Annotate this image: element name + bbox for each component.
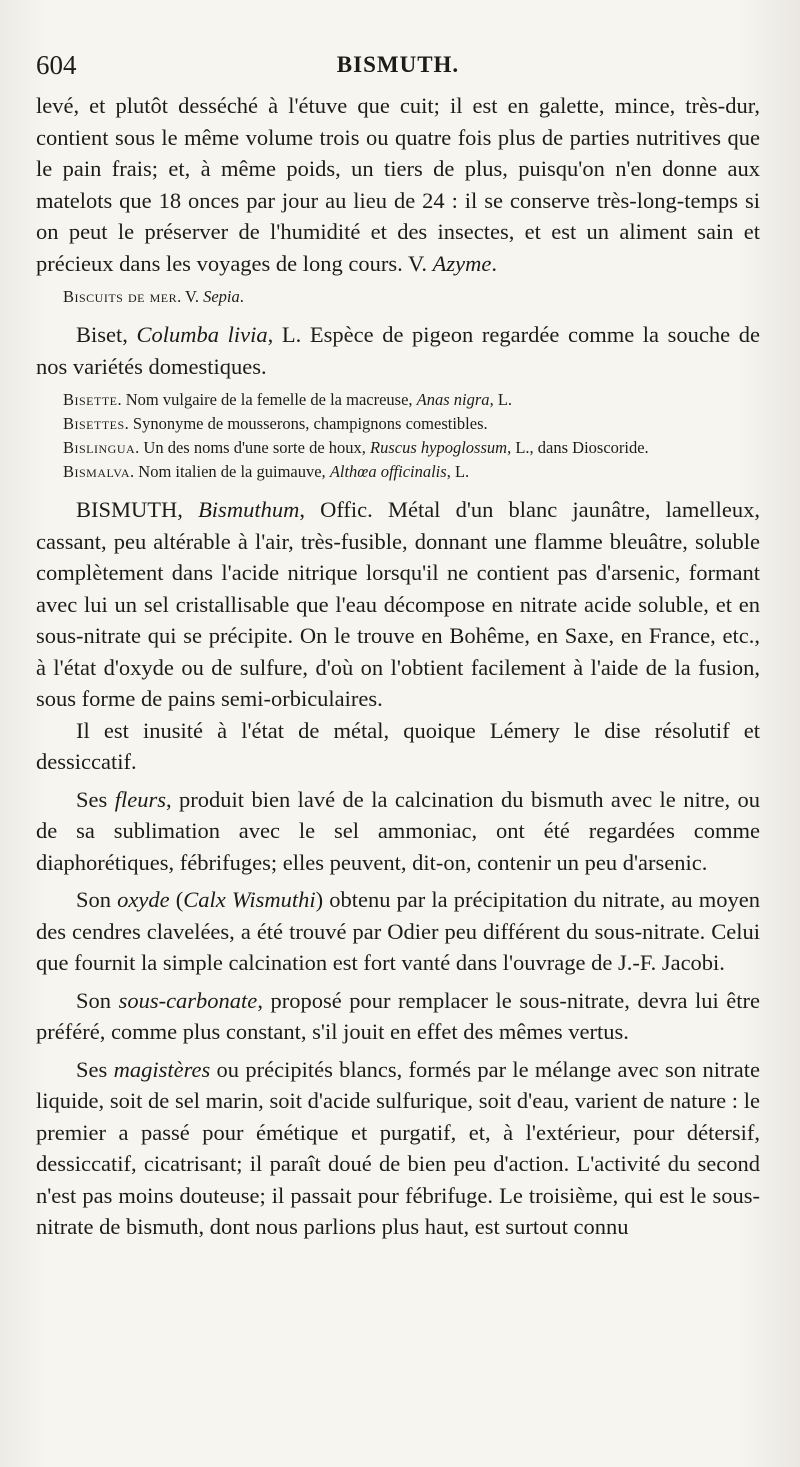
entry-term: BISMUTH	[76, 497, 178, 522]
page-number: 604	[36, 50, 77, 80]
bismuth-paragraph-2: Il est inusité à l'état de métal, quoique Lémery le dise résolutif et dessiccatif.	[36, 717, 760, 774]
bismuth-paragraph-sous-carbonate: Son sous-carbonate, proposé pour remplacer le sous-nitrate, devra lui être préféré, comme plus constant, s'il jouit en effet des mêmes vertus.	[36, 987, 760, 1044]
continuation-italic: Azyme	[432, 250, 492, 276]
continuation-paragraph: levé, et plutôt desséché à l'étuve que cuit; il est en galette, mince, très-dur, contient sous le même volume trois ou quatre fois plus de parties nutritives que le pain frais; et, à même poids, un tiers de plus, puisqu'on n'en donne aux matelots que 18 onces par jour au lieu de 24 : il se conserve très-long-temps si on peut le préserver de l'humidité et des insectes, et est un aliment sain et précieux dans les voyages de long cours. V. Azyme.	[36, 93, 760, 276]
entry-biscuits-de-mer: Biscuits de mer. V. Sepia.	[63, 287, 244, 306]
bismuth-paragraph-magisteres: Ses magistères ou précipités blancs, formés par le mélange avec son nitrate liquide, soit de sel marin, soit d'acide sulfurique, soit d'eau, varient de nature : le premier a passé pour émétique et purgatif, et, à l'extérieur, pour détersif, dessiccatif, cicatrisant; il paraît doué de bien peu d'action. L'activité du second n'est pas moins douteuse; il passait pour fébrifuge. Le troisième, qui est le sous-nitrate de bismuth, dont nous parlions plus haut, est surtout connu	[36, 1056, 760, 1239]
entry-bislingua: Bislingua. Un des noms d'une sorte de houx, Ruscus hypoglossum, L., dans Dioscoride.	[63, 438, 649, 457]
entry-bisettes: Bisettes. Synonyme de mousserons, champignons comestibles.	[63, 414, 488, 433]
running-title: BISMUTH.	[336, 52, 460, 77]
latin-name: Bismuthum	[198, 497, 300, 522]
latin-name: Columba livia	[136, 322, 268, 347]
entry-term: Biscuits de mer	[63, 287, 178, 306]
bismuth-paragraph-fleurs: Ses fleurs, produit bien lavé de la calcination du bismuth avec le nitre, ou de sa sublimation avec le sel ammoniac, ont été regardées comme diaphorétiques, fébrifuges; elles peuvent, dit-on, contenir un peu d'arsenic.	[36, 786, 760, 875]
entry-bisette: Bisette. Nom vulgaire de la femelle de la macreuse, Anas nigra, L.	[63, 390, 513, 409]
entry-term: Biset	[76, 322, 123, 347]
entry-biset: Biset, Columba livia, L. Espèce de pigeon regardée comme la souche de nos variétés domestiques.	[36, 322, 761, 379]
bismuth-paragraph-oxyde: Son oxyde (Calx Wismuthi) obtenu par la précipitation du nitrate, au moyen des cendres clavelées, a été trouvé par Odier peu différent du sous-nitrate. Celui que fournit la simple calcination est fort vanté dans l'ouvrage de J.-F. Jacobi.	[36, 887, 760, 975]
continuation-text: levé, et plutôt desséché à l'étuve que cuit; il est en galette, mince, très-dur, contient sous le même volume trois ou quatre fois plus de parties nutritives que le pain frais; et, à même poids, un tiers de plus, puisqu'on n'en donne aux matelots que 18 onces par jour au lieu de 24 : il se conserve très-long-temps si on peut le préserver de l'humidité et des insectes, et est un aliment sain et précieux dans les voyages de long cours. V.	[36, 93, 760, 276]
page-header	[36, 50, 760, 90]
entry-bismuth: BISMUTH, Bismuthum, Offic. Métal d'un blanc jaunâtre, lamelleux, cassant, peu altérable à l'air, très-fusible, donnant une flamme bleuâtre, soluble complètement dans l'acide nitrique lorsqu'il ne contient pas d'arsenic, formant avec lui un sel cristallisable que l'eau décompose en nitrate acide soluble, et en sous-nitrate qui se précipite. On le trouve en Bohême, en Saxe, en France, etc., à l'état d'oxyde ou de sulfure, d'où on l'obtient facilement à l'aide de la fusion, sous forme de pains semi-orbiculaires.	[36, 497, 761, 711]
entry-bismalva: Bismalva. Nom italien de la guimauve, Althœa officinalis, L.	[63, 462, 470, 481]
small-entries	[36, 388, 760, 484]
